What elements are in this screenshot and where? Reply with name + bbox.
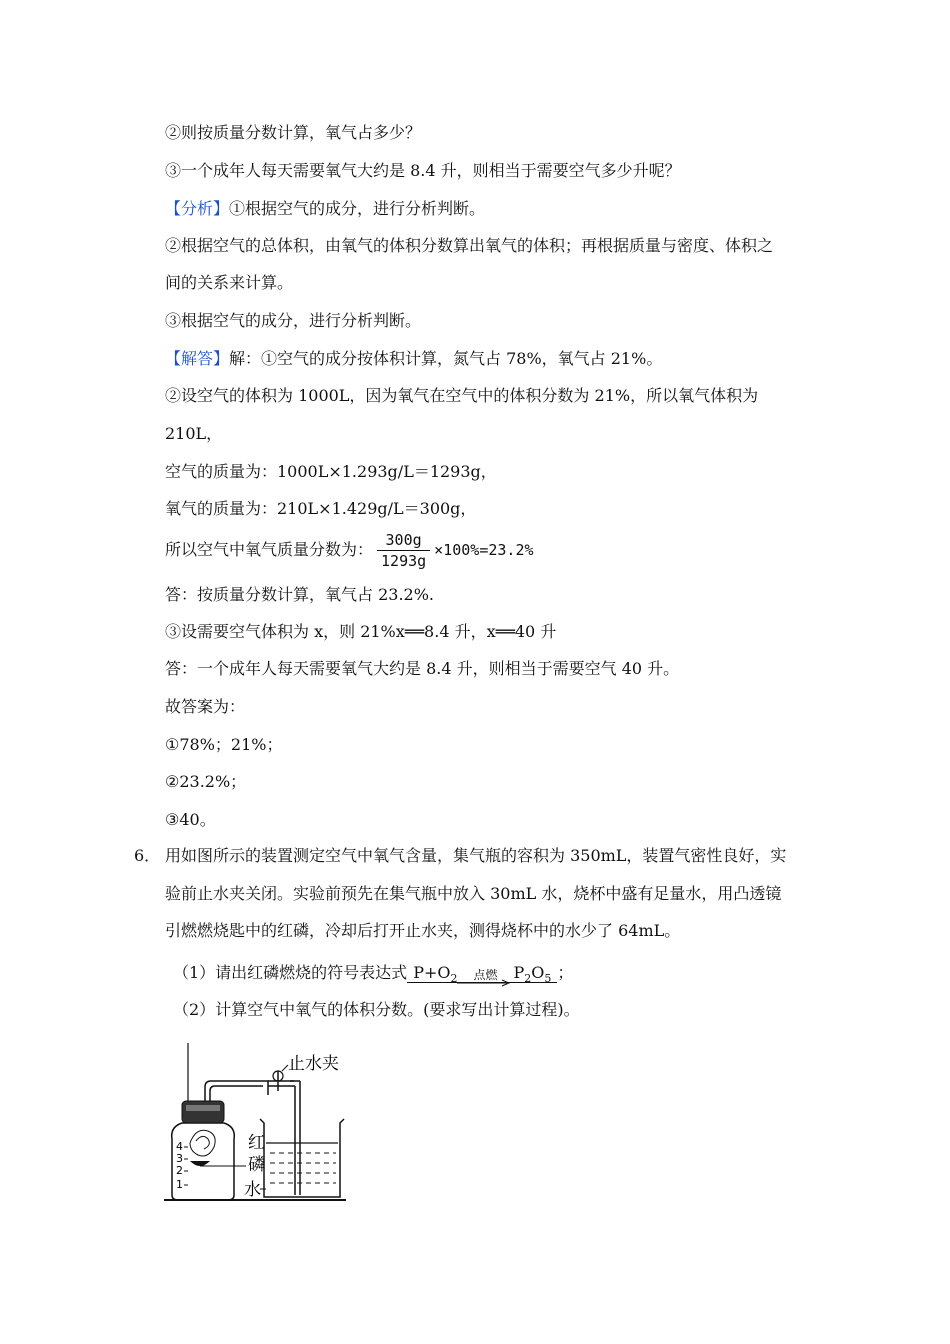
- scale-2: 2: [176, 1164, 183, 1177]
- answer-line-2c: 答：按质量分数计算，氧气占 23.2%.: [165, 585, 435, 604]
- text-q2: ②则按质量分数计算，氧气占多少？: [165, 123, 422, 142]
- final-answer-2: ②23.2%；: [165, 772, 247, 791]
- equation-sub-o2: 2: [450, 972, 458, 986]
- reaction-condition: 点燃: [473, 968, 498, 983]
- equation-product-p: P: [513, 963, 525, 982]
- water-label: 水: [244, 1180, 261, 1200]
- answer-line-3a: ③设需要空气体积为 x，则 21%x══8.4 升，x══40 升: [165, 622, 557, 641]
- scale-3: 3: [176, 1152, 183, 1165]
- clamp-label: 止水夹: [288, 1054, 339, 1074]
- analysis-text-1: ①根据空气的成分，进行分析判断。: [229, 199, 486, 218]
- part-1-suffix: ；: [557, 963, 574, 982]
- answer-line-1: [165, 349, 662, 369]
- answer-tag: 【解答】: [165, 349, 230, 368]
- analysis-line-3: ③根据空气的成分，进行分析判断。: [165, 311, 422, 330]
- problem-6-stem-2: 验前止水夹关闭。实验前预先在集气瓶中放入 30mL 水，烧杯中盛有足量水，用凸透镜: [165, 884, 782, 903]
- connecting-tube: [205, 1081, 268, 1101]
- lens-sketch: [190, 1130, 215, 1156]
- analysis-tag: 【分析】: [165, 199, 230, 218]
- analysis-line-1: [165, 199, 485, 219]
- final-label: 故答案为：: [165, 697, 246, 716]
- answer-line-2a: ②设空气的体积为 1000L，因为氧气在空气中的体积分数为 21%，所以氧气体积为: [165, 386, 759, 405]
- apparatus-diagram: [160, 1035, 360, 1210]
- stopper: [182, 1101, 224, 1123]
- combustion-spoon: [190, 1161, 210, 1166]
- scale-1: 1: [176, 1178, 183, 1191]
- problem-6-number: 6．: [134, 846, 161, 865]
- phosphorus-label-2: 磷: [248, 1155, 265, 1175]
- equation-reactants: P+O: [413, 963, 451, 982]
- mass-fraction: [377, 531, 430, 570]
- text-q3: ③一个成年人每天需要氧气大约是 8.4 升，则相当于需要空气多少升呢？: [165, 161, 681, 180]
- beaker: [260, 1119, 344, 1197]
- problem-6-stem-1: 用如图所示的装置测定空气中氧气含量，集气瓶的容积为 350mL，装置气密性良好，实: [165, 846, 787, 865]
- problem-6-part-2: （2）计算空气中氧气的体积分数。(要求写出计算过程)。: [173, 1000, 580, 1019]
- equation-answer: [407, 963, 557, 986]
- answer-line-3b: 答：一个成年人每天需要氧气大约是 8.4 升，则相当于需要空气 40 升。: [165, 659, 680, 678]
- final-answer-3: ③40。: [165, 810, 216, 829]
- answer-line-2b: 210L，: [165, 424, 223, 443]
- oxygen-mass-line: 氧气的质量为：210L×1.429g/L＝300g，: [165, 499, 477, 518]
- phosphorus-label-1: 红: [248, 1133, 265, 1153]
- air-mass-line: 空气的质量为：1000L×1.293g/L＝1293g，: [165, 462, 497, 481]
- part-1-prefix: （1）请出红磷燃烧的符号表达式: [173, 963, 408, 982]
- fraction-line: [165, 530, 534, 570]
- analysis-line-2b: 间的关系来计算。: [165, 273, 294, 292]
- equation-product-o: O: [531, 963, 545, 982]
- fraction-denominator: 1293g: [381, 552, 427, 570]
- fraction-numerator: 300g: [377, 531, 430, 551]
- equation-sub-o5: 5: [544, 972, 552, 986]
- fraction-prefix: 所以空气中氧气质量分数为：: [165, 540, 374, 559]
- scale-4: 4: [176, 1140, 183, 1153]
- problem-6-part-1: [173, 963, 573, 989]
- analysis-line-2a: ②根据空气的总体积，由氧气的体积分数算出氧气的体积；再根据质量与密度、体积之: [165, 236, 774, 255]
- problem-6-stem-3: 引燃燃烧匙中的红磷，冷却后打开止水夹，测得烧杯中的水少了 64mL。: [165, 921, 681, 940]
- equation-sub-p2: 2: [524, 972, 532, 986]
- answer-text-1: 解：①空气的成分按体积计算，氮气占 78%，氧气占 21%。: [229, 349, 663, 368]
- reaction-arrow: [457, 968, 513, 989]
- water-dashes: [270, 1153, 336, 1183]
- fraction-rest: ×100%=23.2%: [434, 541, 534, 559]
- final-answer-1: ①78%；21%；: [165, 735, 283, 754]
